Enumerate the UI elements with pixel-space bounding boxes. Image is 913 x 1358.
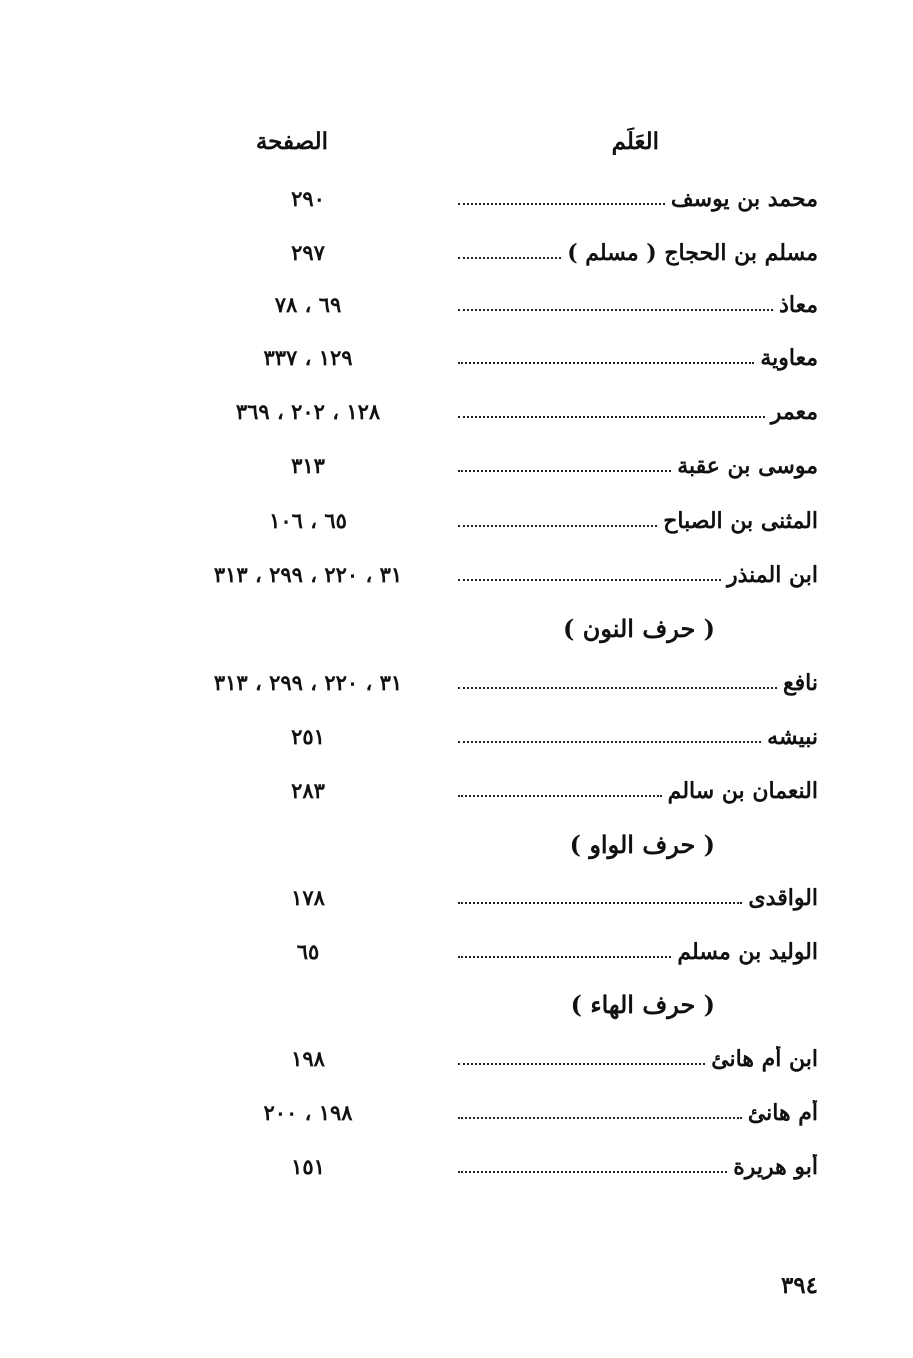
dot-leader [458,256,561,259]
entry-pages: ١٩٨ ، ٢٠٠ [263,1100,353,1125]
entry-name: النعمان بن سالم [667,778,818,804]
entry-pages: ١٢٩ ، ٣٣٧ [263,345,353,370]
entry-name: معاوية [760,345,818,371]
dot-leader [458,361,754,364]
dot-leader [458,686,777,689]
dot-leader [458,524,657,527]
index-entry [158,186,818,226]
entry-name: الوليد بن مسلم [677,939,818,965]
page-number: ٣٩٤ [780,1272,818,1299]
section-heading-noon: ( حرف النون ) [563,614,715,643]
dot-leader [458,740,761,743]
column-header-name: العَلَم [611,128,659,155]
index-entry [158,778,818,818]
index-entry [158,453,818,493]
index-entry [158,562,818,602]
index-entry [158,240,818,280]
entry-pages: ٢٥١ [291,724,325,749]
entry-pages: ٣١ ، ٢٢٠ ، ٢٩٩ ، ٣١٣ [213,562,403,587]
entry-name: ابن أم هانئ [711,1046,818,1072]
entry-pages: ٣١٣ [291,453,325,478]
index-entry [158,885,818,925]
entry-pages: ١٩٨ [291,1046,325,1071]
entry-pages: ٢٩٠ [291,186,325,211]
dot-leader [458,578,721,581]
entry-name: معمر [770,399,818,425]
index-entry [158,1100,818,1140]
index-entry [158,1046,818,1086]
dot-leader [458,955,671,958]
entry-name: معاذ [779,292,818,318]
entry-pages: ٦٩ ، ٧٨ [274,292,342,317]
dot-leader [458,794,662,797]
entry-pages: ٦٥ ، ١٠٦ [269,508,347,533]
dot-leader [458,1170,727,1173]
dot-leader [458,308,773,311]
entry-name: موسى بن عقبة [677,453,818,479]
index-entry [158,399,818,439]
entry-pages: ٢٩٧ [291,240,325,265]
index-entry [158,1154,818,1194]
dot-leader [458,469,671,472]
entry-pages: ١٧٨ [291,885,325,910]
entry-name: الواقدى [748,885,818,911]
dot-leader [458,1116,742,1119]
index-entry [158,345,818,385]
entry-name: نبيشه [767,724,818,750]
entry-name: ابن المنذر [727,562,818,588]
entry-pages: ٦٥ [296,939,320,964]
entry-name: أبو هريرة [733,1154,818,1180]
entry-pages: ٣١ ، ٢٢٠ ، ٢٩٩ ، ٣١٣ [213,670,403,695]
index-entry [158,939,818,979]
entry-name: المثنى بن الصباح [663,508,818,534]
dot-leader [458,202,665,205]
entry-pages: ١٢٨ ، ٢٠٢ ، ٣٦٩ [235,399,381,424]
index-entry [158,508,818,548]
entry-name: مسلم بن الحجاج ( مسلم ) [567,240,818,266]
section-heading-haa: ( حرف الهاء ) [570,990,715,1019]
entry-pages: ٢٨٣ [291,778,325,803]
entry-name: نافع [782,670,818,696]
dot-leader [458,1062,705,1065]
column-header-page: الصفحة [255,128,328,155]
index-entry [158,292,818,332]
index-entry [158,670,818,710]
dot-leader [458,901,742,904]
entry-name: أم هانئ [747,1100,818,1126]
dot-leader [458,415,765,418]
entry-pages: ١٥١ [291,1154,325,1179]
section-heading-waw: ( حرف الواو ) [569,830,715,859]
index-entry [158,724,818,764]
entry-name: محمد بن يوسف [670,186,818,212]
